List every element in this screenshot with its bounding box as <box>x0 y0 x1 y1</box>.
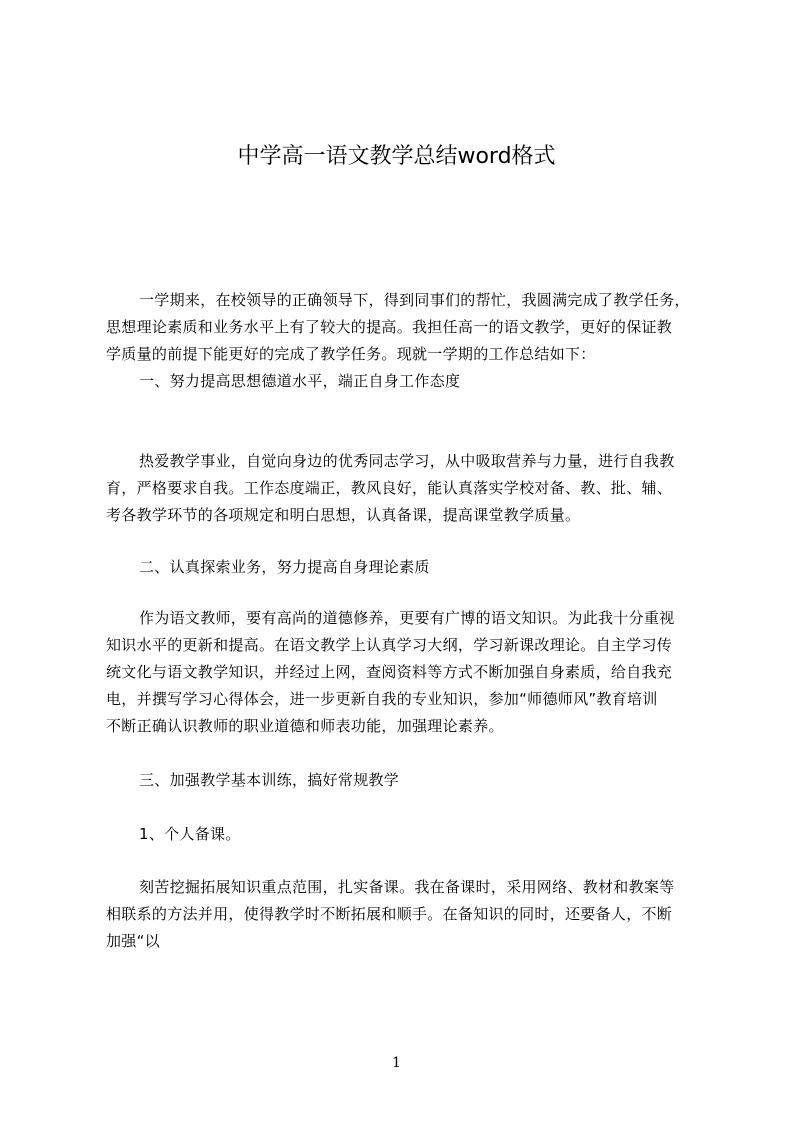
paragraph-intro <box>106 287 700 368</box>
paragraph-section-2 <box>106 605 700 740</box>
paragraph-line: 育，严格要求自我。工作态度端正，教风良好，能认真落实学校对备、教、批、辅、 <box>106 479 673 497</box>
document-title: 中学高一语文教学总结word格式 <box>237 144 556 169</box>
paragraph-line: 不断正确认识教师的职业道德和师表功能，加强理论素养。 <box>106 717 504 735</box>
paragraph-line: 相联系的方法并用，使得教学时不断拓展和顺手。在备知识的同时，还要备人，不断 <box>106 905 673 923</box>
section-heading-3: 三、加强教学基本训练，搞好常规教学 <box>139 771 400 789</box>
paragraph-section-1 <box>106 448 700 529</box>
paragraph-line: 热爱教学事业，自觉向身边的优秀同志学习，从中吸取营养与力量，进行自我教 <box>139 452 675 470</box>
page-number: 1 <box>392 1055 401 1071</box>
paragraph-section-3 <box>106 874 700 955</box>
section-heading-2: 二、认真探索业务，努力提高自身理论素质 <box>139 558 430 576</box>
paragraph-line: 作为语文教师，要有高尚的道德修养，更要有广博的语文知识。为此我十分重视 <box>139 609 675 627</box>
paragraph-line: 统文化与语文教学知识，并经过上网，查阅资料等方式不断加强自身素质，给自我充 <box>106 663 673 681</box>
paragraph-line: 电，并撰写学习心得体会，进一步更新自我的专业知识，参加“师德师风”教育培训 <box>106 690 658 708</box>
paragraph-line: 思想理论素质和业务水平上有了较大的提高。我担任高一的语文教学，更好的保证教 <box>106 318 673 336</box>
section-heading-1: 一、努力提高思想德道水平，端正自身工作态度 <box>139 372 461 390</box>
paragraph-line: 刻苦挖掘拓展知识重点范围，扎实备课。我在备课时，采用网络、教材和教案等 <box>139 878 675 896</box>
paragraph-line: 加强“以 <box>106 932 160 950</box>
subsection-heading-1: 1、个人备课。 <box>139 825 241 843</box>
paragraph-line: 考各教学环节的各项规定和明白思想，认真备课，提高课堂教学质量。 <box>106 506 581 524</box>
paragraph-line: 一学期来，在校领导的正确领导下，得到同事们的帮忙，我圆满完成了教学任务， <box>139 291 690 309</box>
paragraph-line: 知识水平的更新和提高。在语文教学上认真学习大纲，学习新课改理论。自主学习传 <box>106 636 673 654</box>
paragraph-line: 学质量的前提下能更好的完成了教学任务。现就一学期的工作总结如下： <box>106 345 596 363</box>
